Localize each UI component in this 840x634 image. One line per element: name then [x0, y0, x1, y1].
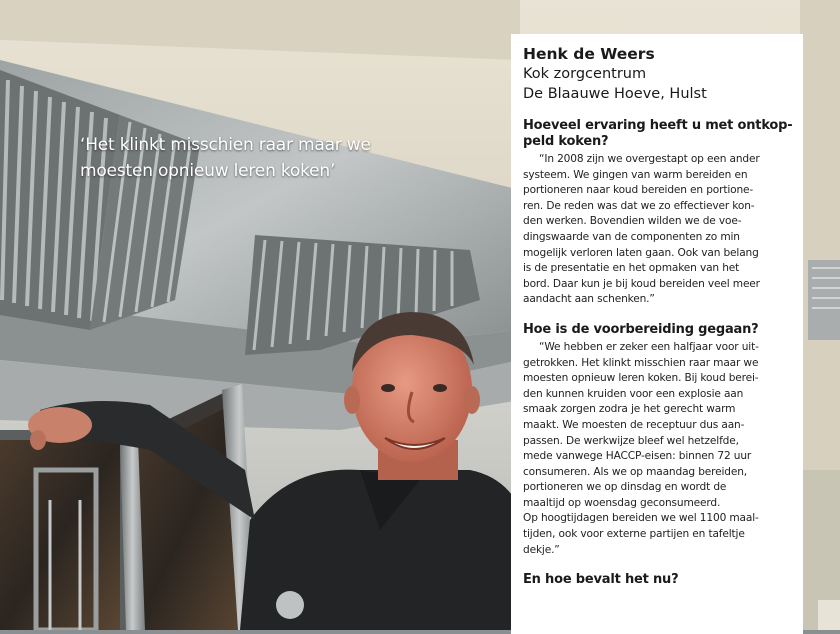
answer-line: maakt. We moesten de receptuur dus aan- [523, 418, 745, 431]
interviewee-role-line: De Blaauwe Hoeve, Hulst [523, 86, 707, 102]
answer-line: bord. Daar kun je bij koud bereiden veel meer [523, 277, 760, 290]
question-line: En hoe bevalt het nu? [523, 572, 679, 588]
answer-line: mede vanwege HACCP-eisen: binnen 72 uur [523, 450, 752, 463]
interview-question [523, 118, 793, 150]
answer-line: ren. De reden was dat we zo effectiever kon- [523, 199, 755, 212]
interview-answer [523, 340, 793, 558]
answer-line: den kunnen kruiden voor een explosie aan [523, 387, 744, 400]
answer-line: maaltijd op woensdag geconsumeerd. [523, 496, 721, 509]
interview-question [523, 322, 793, 338]
interview-panel [511, 34, 803, 634]
question-line: peld koken? [523, 134, 609, 149]
interviewee-name: Henk de Weers [523, 45, 655, 63]
answer-line: Op hoogtijdagen bereiden we wel 1100 maal- [523, 512, 759, 525]
interview-answer [523, 152, 793, 308]
pull-quote [80, 132, 440, 184]
answer-line: tijden, ook voor externe partijen en tafeltje [523, 528, 745, 541]
answer-line: portioneren naar koud bereiden en portione- [523, 184, 754, 197]
answer-line: passen. De werkwijze bleef wel hetzelfde, [523, 434, 739, 447]
answer-line: dingswaarde van de componenten zo min [523, 230, 740, 243]
answer-line: smaak zorgen zodra je het gerecht warm [523, 403, 736, 416]
pull-quote-line: ‘Het klinkt misschien raar maar we [80, 135, 371, 155]
interview-question [523, 572, 793, 588]
answer-line: “In 2008 zijn we overgestapt op een ander [539, 153, 760, 165]
answer-line: den werken. Bovendien wilden we de voe- [523, 215, 742, 228]
pull-quote-line: moesten opnieuw leren koken’ [80, 161, 336, 181]
interview-content [523, 44, 793, 588]
answer-line: portioneren we op dinsdag en wordt de [523, 481, 727, 494]
answer-line: aandacht aan schenken.” [523, 293, 655, 306]
answer-line: systeem. We gingen van warm bereiden en [523, 168, 748, 181]
interviewee-role-line: Kok zorgcentrum [523, 66, 647, 82]
answer-line: consumeren. Als we op maandag bereiden, [523, 465, 748, 478]
answer-line: moesten opnieuw leren koken. Bij koud berei- [523, 372, 759, 385]
answer-line: “We hebben er zeker een halfjaar voor uit- [539, 340, 759, 353]
question-line: Hoe is de voorbereiding gegaan? [523, 321, 759, 337]
answer-line: getrokken. Het klinkt misschien raar maar we [523, 356, 759, 369]
question-line: Hoeveel ervaring heeft u met ontkop- [523, 118, 793, 133]
answer-line: is de presentatie en het opmaken van het [523, 262, 740, 275]
answer-line: mogelijk verloren laten gaan. Ook van belang [523, 246, 759, 259]
answer-line: dekje.” [523, 543, 560, 556]
